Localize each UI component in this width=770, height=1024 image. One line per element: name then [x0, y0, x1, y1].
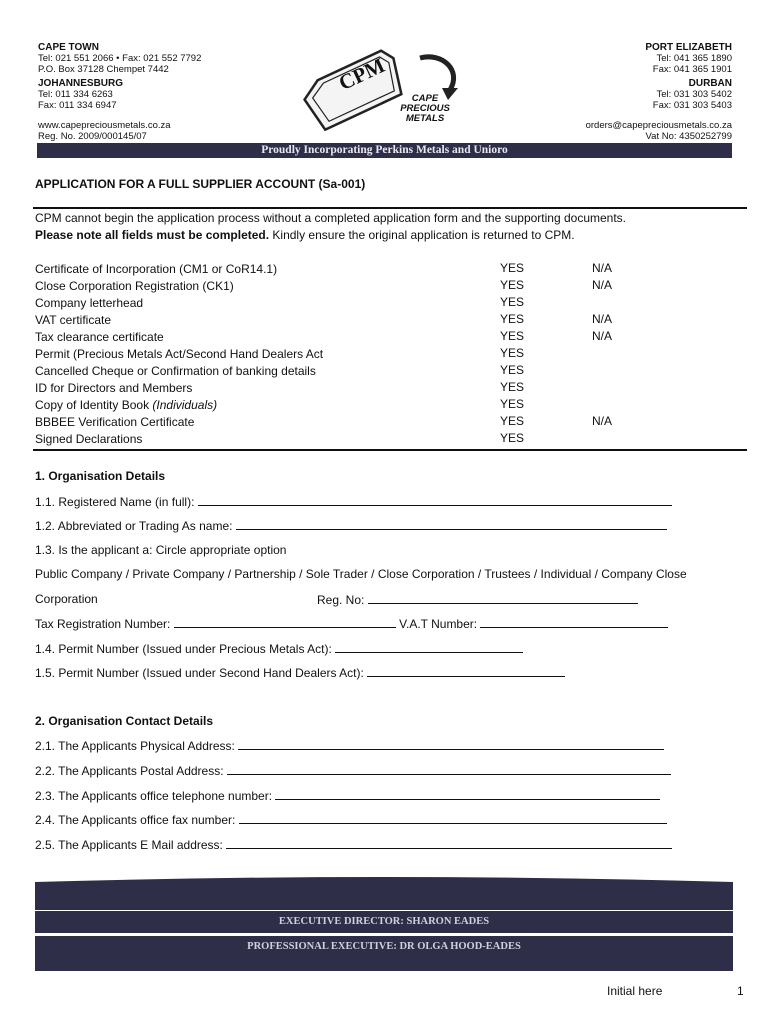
durban-title: DURBAN — [688, 78, 732, 89]
footer-director: EXECUTIVE DIRECTOR: SHARON EADES — [35, 911, 733, 933]
checklist-row — [35, 380, 192, 397]
tax-vat-row — [35, 616, 668, 631]
divider-top — [33, 207, 747, 209]
checklist-yes[interactable]: YES — [500, 414, 525, 428]
checklist-yes[interactable]: YES — [500, 431, 525, 445]
trading-name-row — [35, 518, 667, 533]
office-fax-input[interactable] — [239, 812, 667, 824]
intro-bold: Please note all fields must be completed. — [35, 228, 270, 242]
checklist-yes[interactable]: YES — [500, 278, 525, 292]
checklist-label: Permit (Precious Metals Act/Second Hand Dealers Act — [35, 347, 324, 361]
footer-wave — [35, 876, 733, 910]
reg-number: Reg. No. 2009/000145/07 — [38, 131, 147, 142]
checklist-row — [35, 414, 194, 431]
checklist-row — [35, 329, 164, 346]
office-fax-label: 2.4. The Applicants office fax number: — [35, 813, 236, 827]
tax-reg-input[interactable] — [174, 616, 396, 628]
checklist-row — [35, 295, 143, 312]
checklist-row — [35, 397, 217, 414]
office-fax-row — [35, 812, 667, 827]
checklist-na[interactable]: N/A — [592, 414, 613, 428]
section-2-heading: 2. Organisation Contact Details — [35, 714, 214, 728]
checklist-label: ID for Directors and Members — [35, 381, 193, 395]
applicant-type-options-cont[interactable]: Corporation — [35, 592, 98, 606]
checklist-label: Cancelled Cheque or Confirmation of banking details — [35, 364, 316, 378]
physical-address-row — [35, 738, 664, 753]
office-phone-row — [35, 788, 660, 803]
permit-pm-row — [35, 641, 523, 656]
header-right-contacts — [520, 42, 732, 142]
intro-rest: Kindly ensure the original application is returned to CPM. — [269, 228, 575, 242]
vat-number-label: V.A.T Number: — [399, 617, 478, 631]
checklist-yes[interactable]: YES — [500, 329, 525, 343]
checklist-label-italic: (Individuals) — [152, 398, 218, 412]
checklist-row — [35, 261, 277, 278]
logo-wordmark — [390, 94, 460, 124]
checklist-row — [35, 346, 323, 363]
applicant-type-options[interactable]: Public Company / Private Company / Partnership / Sole Trader / Close Corporation / Trustees / Individual / Company Close — [35, 567, 687, 581]
section-1-heading: 1. Organisation Details — [35, 469, 166, 483]
checklist-yes[interactable]: YES — [500, 363, 525, 377]
header-banner: Proudly Incorporating Perkins Metals and Unioro — [37, 143, 732, 158]
logo-word-cape: CAPE — [411, 93, 439, 104]
footer-wave-graphic — [35, 876, 733, 910]
cape-town-title: CAPE TOWN — [38, 42, 99, 53]
checklist-label: Certificate of Incorporation (CM1 or CoR14.1) — [35, 262, 278, 276]
header-left-contacts — [38, 42, 268, 142]
form-title: APPLICATION FOR A FULL SUPPLIER ACCOUNT (Sa-001) — [35, 177, 366, 191]
trading-name-label: 1.2. Abbreviated or Trading As name: — [35, 519, 233, 533]
permit-shd-input[interactable] — [367, 665, 565, 677]
registered-name-input[interactable] — [198, 494, 672, 506]
reg-no-row — [317, 592, 638, 607]
intro-line-2 — [35, 227, 747, 244]
checklist-na[interactable]: N/A — [592, 278, 613, 292]
footer-professional: PROFESSIONAL EXECUTIVE: DR OLGA HOOD-EADES — [35, 936, 733, 971]
checklist-row — [35, 431, 142, 448]
reg-no-input[interactable] — [368, 592, 638, 604]
registered-name-label: 1.1. Registered Name (in full): — [35, 495, 195, 509]
permit-pm-label: 1.4. Permit Number (Issued under Precious Metals Act): — [35, 642, 332, 656]
joburg-fax: Fax: 011 334 6947 — [38, 100, 117, 111]
vat-number-input[interactable] — [480, 616, 668, 628]
checklist-label: Tax clearance certificate — [35, 330, 164, 344]
permit-shd-row — [35, 665, 565, 680]
form-intro — [35, 210, 747, 244]
postal-address-label: 2.2. The Applicants Postal Address: — [35, 764, 224, 778]
permit-pm-input[interactable] — [335, 641, 523, 653]
trading-name-input[interactable] — [236, 518, 667, 530]
joburg-title: JOHANNESBURG — [38, 78, 124, 89]
durban-phone: Tel: 031 303 5402 — [656, 89, 732, 100]
cape-town-phone: Tel: 021 551 2066 • Fax: 021 552 7792 — [38, 53, 202, 64]
tax-reg-label: Tax Registration Number: — [35, 617, 171, 631]
checklist-yes[interactable]: YES — [500, 346, 525, 360]
checklist-label: BBBEE Verification Certificate — [35, 415, 195, 429]
checklist-label: Copy of Identity Book — [35, 398, 150, 412]
postal-address-row — [35, 763, 671, 778]
permit-shd-label: 1.5. Permit Number (Issued under Second Hand Dealers Act): — [35, 666, 364, 680]
initial-here-label: Initial here — [607, 984, 663, 998]
checklist-label: Company letterhead — [35, 296, 144, 310]
intro-line-1: CPM cannot begin the application process without a completed application form and the supporting documents. — [35, 211, 627, 225]
reg-no-label: Reg. No: — [317, 593, 365, 607]
checklist-row — [35, 278, 234, 295]
checklist-label: Close Corporation Registration (CK1) — [35, 279, 234, 293]
checklist-na[interactable]: N/A — [592, 312, 613, 326]
checklist-row — [35, 312, 111, 329]
pe-title: PORT ELIZABETH — [645, 42, 732, 53]
checklist-na[interactable]: N/A — [592, 261, 613, 275]
website-link[interactable]: www.capepreciousmetals.co.za — [38, 120, 171, 131]
logo-word-precious: PRECIOUS — [400, 103, 450, 114]
orders-email-link[interactable]: orders@capepreciousmetals.co.za — [585, 120, 732, 131]
email-input[interactable] — [226, 837, 672, 849]
checklist-label: VAT certificate — [35, 313, 112, 327]
applicant-type-label: 1.3. Is the applicant a: Circle appropriate option — [35, 543, 287, 557]
checklist-yes[interactable]: YES — [500, 295, 525, 309]
physical-address-input[interactable] — [238, 738, 664, 750]
vat-number: Vat No: 4350252799 — [645, 131, 732, 142]
pe-phone: Tel: 041 365 1890 — [656, 53, 732, 64]
checklist-row — [35, 363, 316, 380]
office-phone-input[interactable] — [275, 788, 660, 800]
joburg-phone: Tel: 011 334 6263 — [38, 89, 113, 100]
checklist-yes[interactable]: YES — [500, 380, 525, 394]
checklist-yes[interactable]: YES — [500, 261, 525, 275]
logo-word-metals: METALS — [405, 113, 445, 124]
pe-fax: Fax: 041 365 1901 — [652, 64, 732, 75]
checklist-na[interactable]: N/A — [592, 329, 613, 343]
checklist-yes[interactable]: YES — [500, 312, 525, 326]
divider-checklist — [33, 449, 747, 451]
registered-name-row — [35, 494, 672, 509]
checklist-label: Signed Declarations — [35, 432, 143, 446]
cape-town-pobox: P.O. Box 37128 Chempet 7442 — [38, 64, 169, 75]
page-number: 1 — [737, 984, 744, 998]
durban-fax: Fax: 031 303 5403 — [652, 100, 732, 111]
cpm-logo — [292, 38, 472, 136]
email-label: 2.5. The Applicants E Mail address: — [35, 838, 223, 852]
checklist-yes[interactable]: YES — [500, 397, 525, 411]
physical-address-label: 2.1. The Applicants Physical Address: — [35, 739, 235, 753]
logo-mark-text: CPM — [334, 53, 389, 96]
postal-address-input[interactable] — [227, 763, 671, 775]
email-row — [35, 837, 672, 852]
office-phone-label: 2.3. The Applicants office telephone number: — [35, 789, 273, 803]
